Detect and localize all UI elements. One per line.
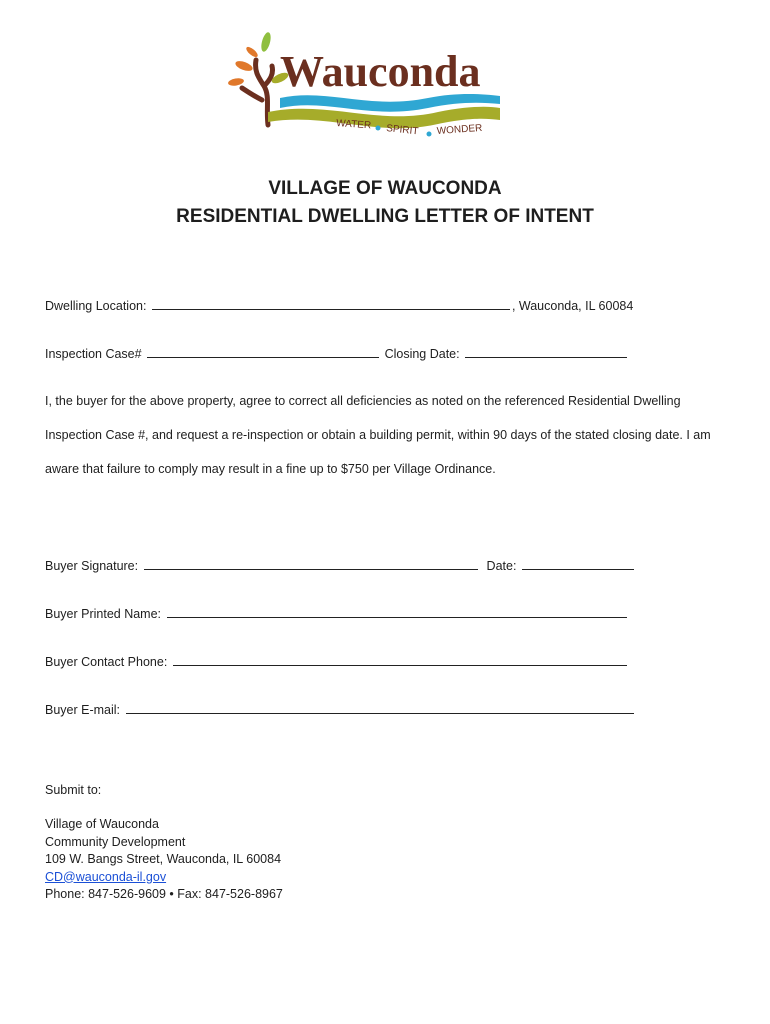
svg-text:SPIRIT: SPIRIT [385, 123, 419, 138]
svg-text:Wauconda: Wauconda [280, 47, 481, 96]
svg-text:WONDER: WONDER [436, 122, 483, 137]
document-title-line1: VILLAGE OF WAUCONDA [268, 178, 502, 199]
signature-date-label: Date: [486, 559, 517, 573]
buyer-printed-name-row [45, 605, 629, 622]
inspection-case-field[interactable] [147, 345, 379, 358]
closing-date-field[interactable] [465, 345, 627, 358]
buyer-email-label: Buyer E-mail: [45, 703, 121, 717]
dwelling-location-label: Dwelling Location: [45, 299, 147, 313]
dwelling-location-field[interactable] [152, 297, 510, 310]
submit-heading: Submit to: [45, 783, 102, 797]
buyer-signature-field[interactable] [144, 557, 478, 570]
wauconda-logo [228, 30, 508, 142]
buyer-email-row [45, 701, 636, 718]
svg-text:WATER: WATER [335, 118, 372, 132]
document-title-line2: RESIDENTIAL DWELLING LETTER OF INTENT [176, 206, 594, 227]
signature-date-field[interactable] [522, 557, 634, 570]
submit-street-address: 109 W. Bangs Street, Wauconda, IL 60084 [45, 852, 282, 866]
dwelling-location-row [45, 297, 633, 314]
buyer-signature-row [45, 557, 636, 574]
intent-statement: I, the buyer for the above property, agree to correct all deficiencies as noted on the referenced Residential Dwelling Inspection Case #, and request a re-inspection or obtain a building permit, within 90 days of the stated closing date. I am aware that failure to comply may result in a fine up to $750 per Village Ordinance. [45, 394, 711, 476]
buyer-contact-phone-field[interactable] [173, 653, 627, 666]
closing-date-label: Closing Date: [384, 347, 460, 361]
submit-org: Village of Wauconda [45, 817, 159, 831]
buyer-email-field[interactable] [126, 701, 634, 714]
buyer-contact-phone-row [45, 653, 629, 670]
submit-address-block [45, 816, 283, 904]
submit-phone-fax: Phone: 847-526-9609 • Fax: 847-526-8967 [45, 887, 283, 901]
submit-dept: Community Development [45, 834, 186, 849]
submit-email-link[interactable]: CD@wauconda-il.gov [45, 869, 167, 884]
buyer-printed-name-field[interactable] [167, 605, 627, 618]
dwelling-location-suffix: , Wauconda, IL 60084 [511, 299, 634, 313]
inspection-case-label: Inspection Case# [45, 347, 142, 361]
buyer-contact-phone-label: Buyer Contact Phone: [45, 655, 168, 669]
buyer-printed-name-label: Buyer Printed Name: [45, 607, 162, 621]
buyer-signature-label: Buyer Signature: [45, 559, 139, 573]
inspection-row [45, 345, 629, 362]
